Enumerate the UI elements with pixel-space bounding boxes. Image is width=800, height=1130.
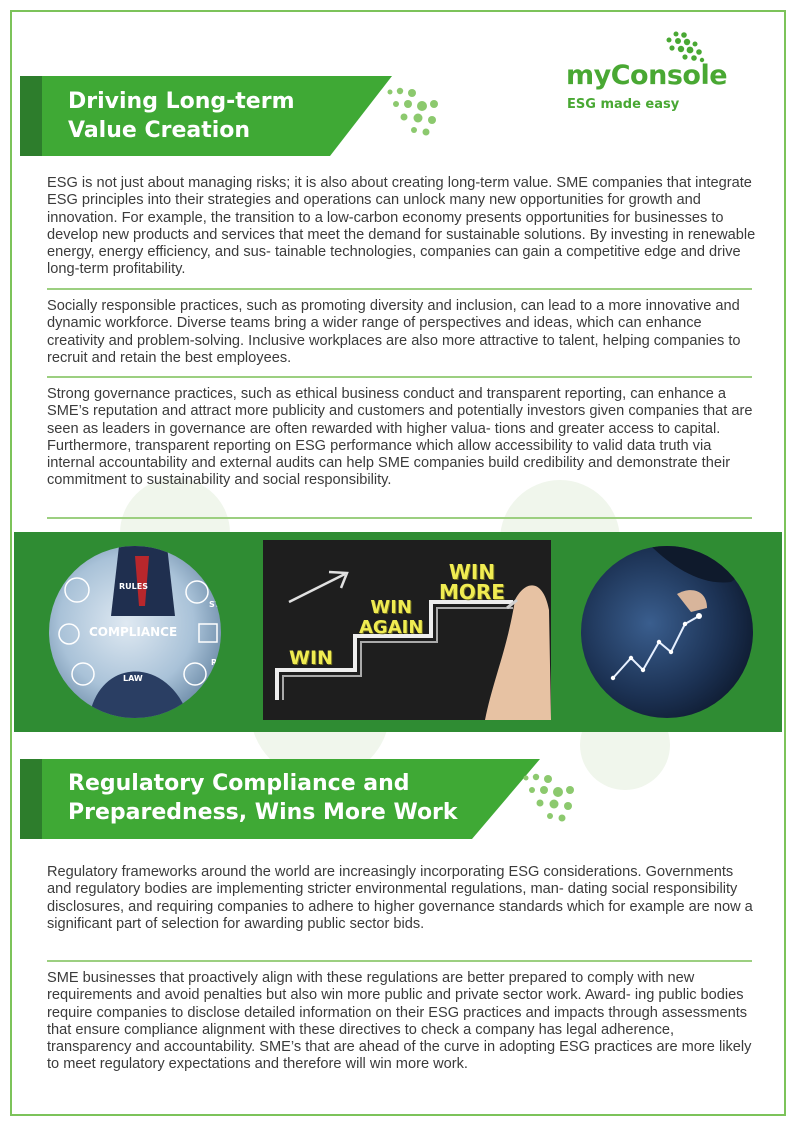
- dot-cluster-icon: [520, 770, 590, 830]
- divider: [47, 288, 752, 290]
- rules-label: RULES: [119, 582, 148, 591]
- win-more-label: WIN MORE: [439, 560, 505, 604]
- section1-paragraph-1: ESG is not just about managing risks; it is also about creating long-term value. SME companies that integrate ESG principles into their strategies and operations can unlock many new opportunities for growth and innovation. For example, the transition to a low-carbon economy presents opportunities for businesses to develop new products and services that meet the demand for sustainable solutions. By investing in renewable energy, energy efficiency, and sus- tainable technologies, companies can gain a competitive edge and drive long-term profitability.: [47, 175, 756, 278]
- divider: [47, 960, 752, 962]
- section1-paragraph-3: Strong governance practices, such as ethical business conduct and transparent reporting, can enhance a SME’s reputation and attract more publicity and customers and potentially investors given companies that are seen as leaders in governance are often rewarded with higher valua- tions and greater access to capital. Furthermore, transparent reporting on ESG performance which allow accessibility to valid data truth via internal accountability and external audits can help SME companies build credibility and demonstrate their commitment to sustainability and social responsibility.: [47, 386, 753, 489]
- brand-logo: [566, 30, 756, 120]
- section2-paragraph-2: SME businesses that proactively align with these regulations are better prepared to comply with new requirements and avoid penalties but also win more public and private sector work. Award- ing public bodies require companies to disclose detailed information on their ESG practices and impacts through assessments that ensure compliance alignment with these directives to check a company has legal adherence, transparency and accountability. SME’s that are ahead of the curve in adopting ESG practices are more likely to meet regulatory expectations and therefore will win more work.: [47, 970, 752, 1073]
- r-label: R: [211, 658, 218, 667]
- growth-image: [581, 546, 753, 718]
- brand-tagline: ESG made easy: [567, 97, 680, 112]
- section2-title: Regulatory Compliance and Preparedness, Wins More Work: [68, 771, 458, 825]
- section1-banner: [20, 76, 420, 156]
- growth-line-icon: [581, 546, 753, 718]
- section2-paragraph-1: Regulatory frameworks around the world are increasingly incorporating ESG considerations. Governments and regulatory bodies are implementing stricter environmental regulations, man- dating social responsibility disclosures, and requiring companies to adhere to higher governance standards which for example are now a significant part of selection for awarding public sector bids.: [47, 864, 753, 932]
- win-label: WIN: [289, 647, 333, 669]
- arrow-up-icon: [285, 566, 355, 606]
- win-steps-image: [263, 540, 551, 720]
- law-label: LAW: [123, 674, 143, 683]
- win-again-label: WIN AGAIN: [359, 597, 424, 638]
- section1-paragraph-2: Socially responsible practices, such as promoting diversity and inclusion, can lead to a more innovative and dynamic workforce. Diverse teams bring a wider range of perspectives and ideas, which can enhance creativity and problem-solving. Inclusive workplaces are also more attractive to talent, helping companies to recruit and retain the best employees.: [47, 298, 741, 366]
- st-label: ST: [209, 600, 221, 609]
- brand-name: myConsole: [566, 60, 728, 91]
- compliance-label: COMPLIANCE: [89, 625, 178, 639]
- compliance-image: [49, 546, 221, 718]
- divider: [47, 376, 752, 378]
- section1-title: Driving Long-term Value Creation: [68, 89, 295, 143]
- section2-banner: [20, 759, 560, 839]
- dot-cluster-icon: [384, 84, 454, 144]
- divider: [47, 517, 752, 519]
